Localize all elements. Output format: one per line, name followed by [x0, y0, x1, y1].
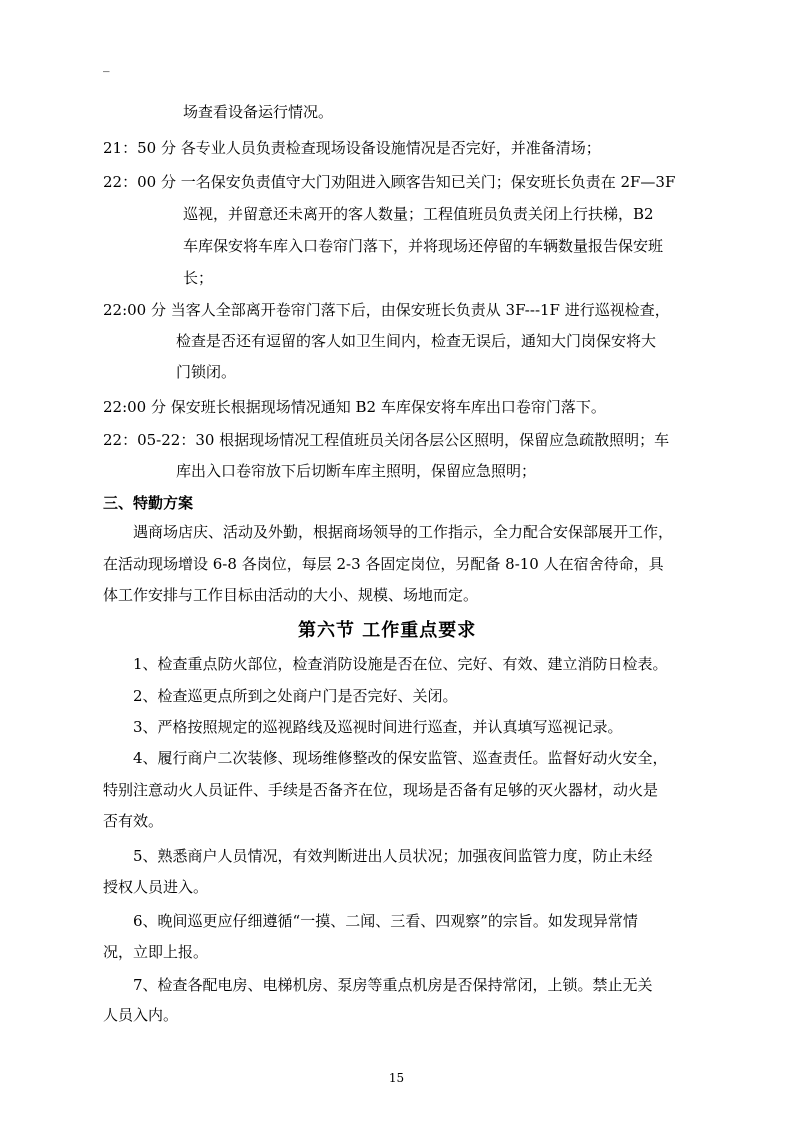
requirement-line: 4、履行商户二次装修、现场维修整改的保安监管、巡查责任。监督好动火安全，	[133, 749, 668, 767]
requirement-line: 授权人员进入。	[103, 878, 209, 896]
schedule-line: 巡视，并留意还未离开的客人数量；工程值班员负责关闭上行扶梯，B2	[183, 205, 654, 223]
schedule-line: 检查是否还有逗留的客人如卫生间内，检查无误后，通知大门岗保安将大	[176, 332, 657, 350]
requirement-line: 6、晚间巡更应仔细遵循“一摸、二闻、三看、四观察”的宗旨。如发现异常情	[133, 912, 638, 930]
schedule-line: 22:00 分 当客人全部离开卷帘门落下后，由保安班长负责从 3F---1F 进行巡视检查，	[103, 301, 670, 319]
requirement-line: 5、熟悉商户人员情况，有效判断进出人员状况；加强夜间监管力度，防止未经	[133, 847, 653, 865]
header-mark: _	[103, 58, 110, 73]
schedule-line: 车库保安将车库入口卷帘门落下，并将现场还停留的车辆数量报告保安班	[183, 237, 664, 255]
section-title-work-requirements: 第六节 工作重点要求	[298, 620, 477, 641]
schedule-line: 门锁闭。	[176, 363, 237, 381]
paragraph-line: 体工作安排与工作目标由活动的大小、规模、场地而定。	[103, 586, 479, 604]
schedule-line: 21：50 分 各专业人员负责检查现场设备设施情况是否完好，并准备清场；	[103, 139, 601, 157]
requirement-line: 3、严格按照规定的巡视路线及巡视时间进行巡查，并认真填写巡视记录。	[133, 718, 623, 736]
schedule-line: 22：00 分 一名保安负责值守大门劝阻进入顾客告知已关门；保安班长负责在 2F—3F	[103, 173, 676, 191]
paragraph-line: 在活动现场增设 6-8 各岗位，每层 2-3 各固定岗位，另配备 8-10 人在宿舍待命，具	[103, 555, 664, 573]
schedule-line: 场查看设备运行情况。	[183, 103, 334, 121]
requirement-line: 况，立即上报。	[103, 943, 209, 961]
requirement-line: 特别注意动火人员证件、手续是否备齐在位，现场是否备有足够的灭火器材，动火是	[103, 781, 659, 799]
schedule-line: 长；	[183, 269, 214, 287]
requirement-line: 7、检查各配电房、电梯机房、泵房等重点机房是否保持常闭，上锁。禁止无关	[133, 976, 653, 994]
requirement-line: 否有效。	[103, 812, 164, 830]
schedule-line: 22：05-22：30 根据现场情况工程值班员关闭各层公区照明，保留应急疏散照明；车	[103, 431, 670, 449]
section-heading-special-duty: 三、特勤方案	[103, 494, 194, 512]
page-number: 15	[388, 1071, 405, 1085]
requirement-line: 人员入内。	[103, 1006, 179, 1024]
schedule-line: 库出入口卷帘放下后切断车库主照明，保留应急照明；	[176, 462, 537, 480]
paragraph-line: 遇商场店庆、活动及外勤，根据商场领导的工作指示，全力配合安保部展开工作，	[133, 523, 674, 541]
schedule-line: 22:00 分 保安班长根据现场情况通知 B2 车库保安将车库出口卷帘门落下。	[103, 398, 606, 416]
requirement-line: 2、检查巡更点所到之处商户门是否完好、关闭。	[133, 687, 458, 705]
requirement-line: 1、检查重点防火部位，检查消防设施是否在位、完好、有效、建立消防日检表。	[133, 655, 668, 673]
